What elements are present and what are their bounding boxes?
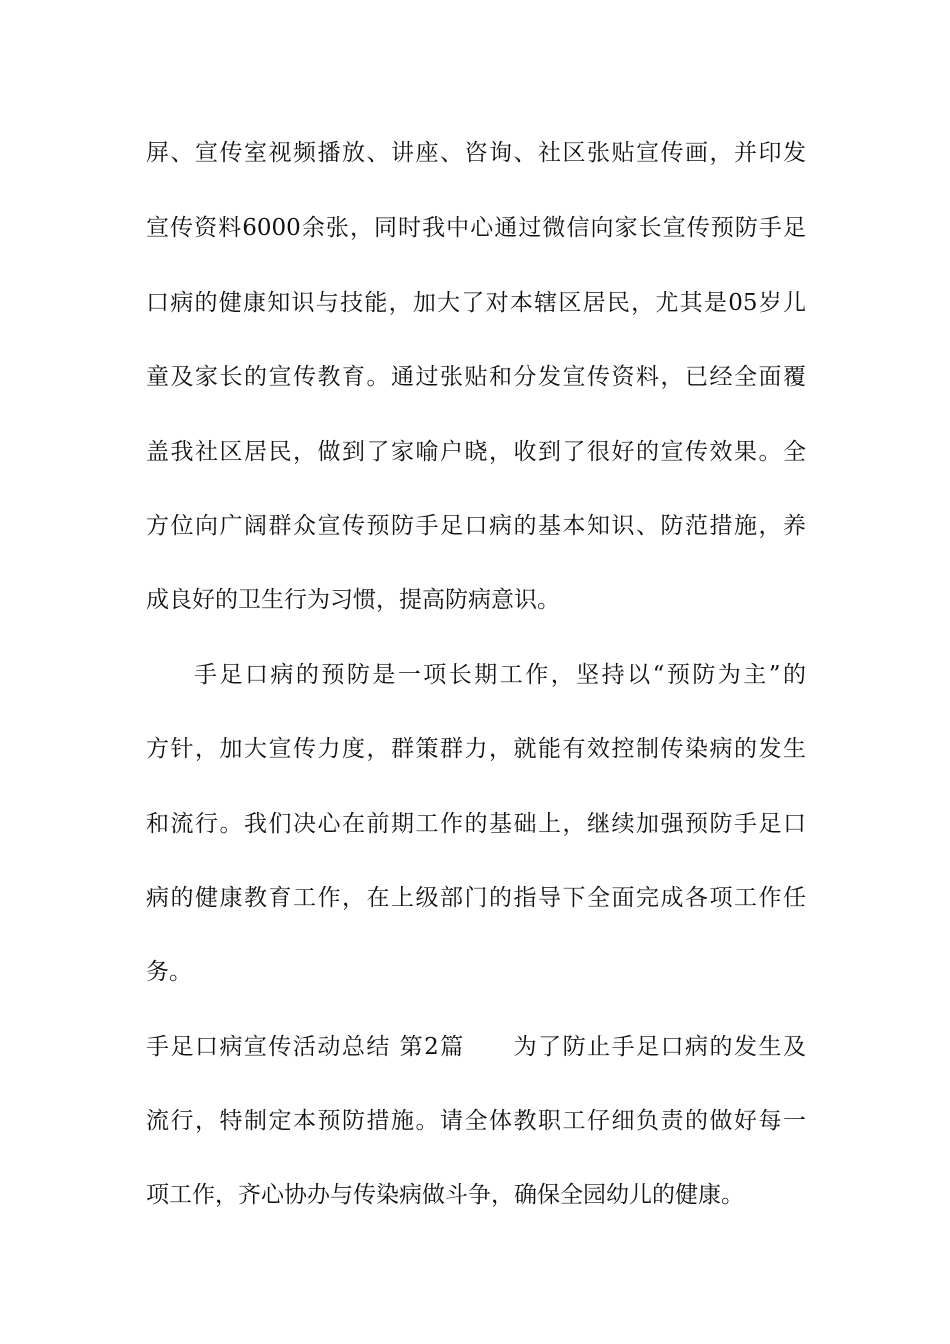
paragraph-2-line-3: 和流行。我们决心在前期工作的基础上，继续加强预防手足口 <box>146 811 806 837</box>
paragraph-1-line-5: 盖我社区居民，做到了家喻户晓，收到了很好的宣传效果。全 <box>146 439 806 465</box>
paragraph-1-line-2: 宣传资料6000余张，同时我中心通过微信向家长宣传预防手足 <box>146 215 806 241</box>
paragraph-1-line-7: 成良好的卫生行为习惯，提高防病意识。 <box>146 587 560 613</box>
paragraph-1-line-3: 口病的健康知识与技能，加大了对本辖区居民，尤其是05岁儿 <box>146 290 806 316</box>
paragraph-3-line-1: 手足口病宣传活动总结 第2篇 为了防止手足口病的发生及 <box>146 1034 806 1060</box>
paragraph-2-line-4: 病的健康教育工作，在上级部门的指导下全面完成各项工作任 <box>146 885 806 911</box>
paragraph-2-line-1: 手足口病的预防是一项长期工作，坚持以“预防为主”的 <box>194 662 806 688</box>
paragraph-1-line-4: 童及家长的宣传教育。通过张贴和分发宣传资料，已经全面覆 <box>146 364 806 390</box>
paragraph-1-line-6: 方位向广阔群众宣传预防手足口病的基本知识、防范措施，养 <box>146 513 806 539</box>
paragraph-1-line-1: 屏、宣传室视频播放、讲座、咨询、社区张贴宣传画，并印发 <box>146 140 806 166</box>
paragraph-3-line-2: 流行，特制定本预防措施。请全体教职工仔细负责的做好每一 <box>146 1108 806 1134</box>
paragraph-2-line-5: 务。 <box>146 959 192 985</box>
paragraph-2-line-2: 方针，加大宣传力度，群策群力，就能有效控制传染病的发生 <box>146 736 806 762</box>
paragraph-3-line-3: 项工作，齐心协办与传染病做斗争，确保全园幼儿的健康。 <box>146 1182 744 1208</box>
